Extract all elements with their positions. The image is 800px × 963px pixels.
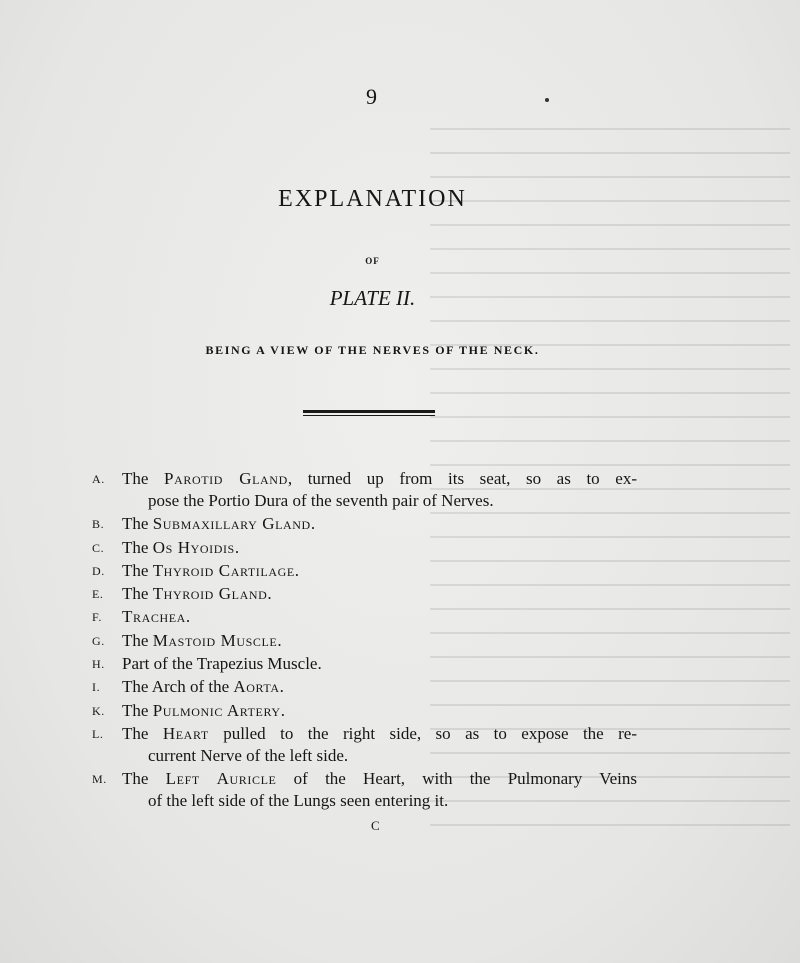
item-letter: E. bbox=[92, 587, 104, 602]
plate-subtitle: BEING A VIEW OF THE NERVES OF THE NECK. bbox=[205, 343, 540, 357]
list-item: F. Trachea. bbox=[92, 607, 191, 627]
list-item: I. The Arch of the Aorta. bbox=[92, 677, 284, 697]
list-item: A. The Parotid Gland, turned up from its seat, so as to ex- pose the Portio Dura of the seventh pair of Nerves. bbox=[92, 469, 637, 510]
ink-speck bbox=[545, 98, 549, 102]
item-letter: L. bbox=[92, 726, 104, 741]
item-letter: A. bbox=[92, 472, 105, 486]
item-letter: C. bbox=[92, 540, 105, 555]
page-title: EXPLANATION bbox=[278, 186, 467, 212]
double-rule-divider bbox=[303, 410, 435, 416]
list-item: K. The Pulmonic Artery. bbox=[92, 700, 285, 720]
item-letter: G. bbox=[92, 633, 105, 648]
list-item: D. The Thyroid Cartilage. bbox=[92, 560, 300, 580]
item-letter: M. bbox=[92, 772, 107, 787]
item-letter: B. bbox=[92, 517, 105, 532]
list-item: C. The Os Hyoidis. bbox=[92, 537, 240, 557]
list-item: L. The Heart pulled to the right side, so as to expose the re- current Nerve of the left side. bbox=[92, 723, 638, 765]
list-item: E. The Thyroid Gland. bbox=[92, 584, 272, 604]
signature-mark: C bbox=[371, 818, 380, 833]
plate-heading: PLATE II. bbox=[329, 286, 416, 310]
item-letter: K. bbox=[92, 703, 105, 718]
page-number: 9 bbox=[366, 84, 377, 109]
list-item: M. The Left Auricle of the Heart, with the Pulmonary Veins of the left side of the Lungs seen entering it. bbox=[92, 769, 637, 811]
item-letter: F. bbox=[92, 610, 102, 625]
list-item: G. The Mastoid Muscle. bbox=[92, 630, 282, 650]
item-letter: I. bbox=[92, 680, 101, 695]
item-letter: D. bbox=[92, 563, 105, 578]
item-letter: H. bbox=[92, 657, 105, 672]
of-label: OF bbox=[365, 256, 380, 266]
list-item: H. Part of the Trapezius Muscle. bbox=[92, 654, 322, 674]
list-item: B. The Submaxillary Gland. bbox=[92, 514, 316, 534]
explanation-list bbox=[92, 468, 637, 814]
